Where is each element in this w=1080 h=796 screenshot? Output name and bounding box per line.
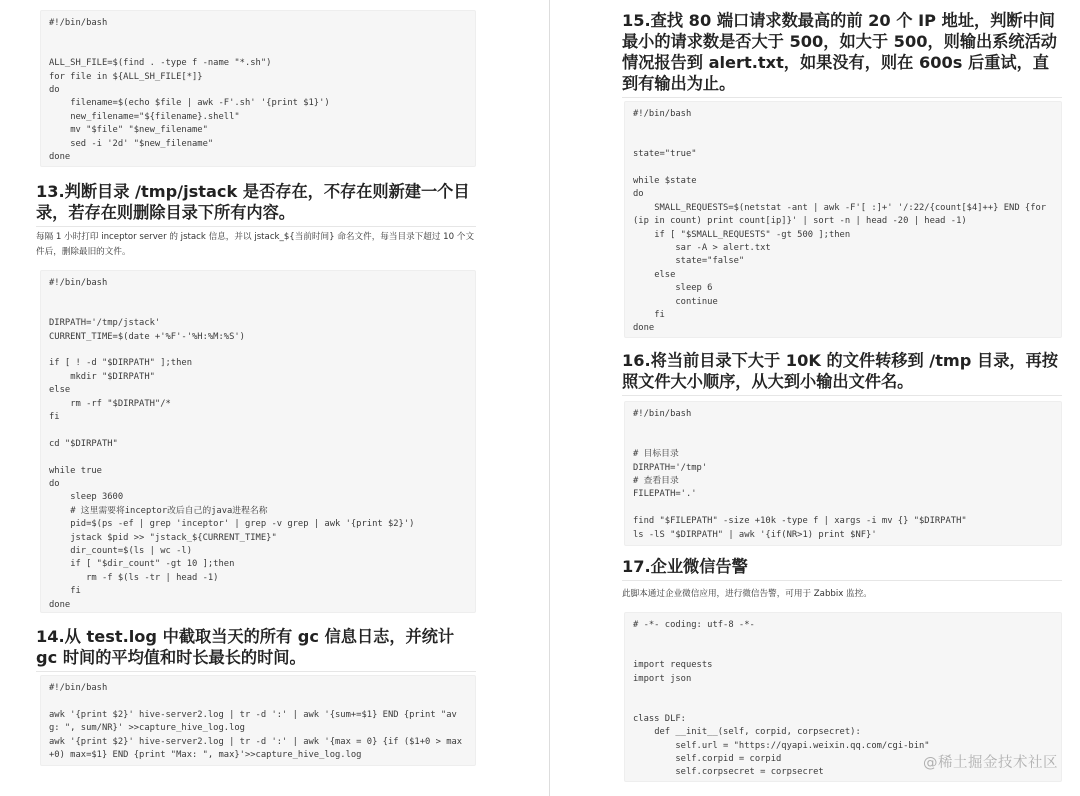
heading-16: 16.将当前目录下大于 10K 的文件转移到 /tmp 目录，再按照文件大小顺序，从大到小输出文件名。 [622,350,1062,396]
code-line: do [633,189,644,200]
code-line [633,686,1053,699]
heading-15: 15.查找 80 端口请求数最高的前 20 个 IP 地址，判断中间最小的请求数是否大于 500，如大于 500，则输出系统活动情况报告到 alert.txt，如果没有，则在 600s 后重试，直到有输出为止。 [622,10,1062,98]
code-line [49,695,467,708]
code-line: rm -f $(ls -tr | head -1) [49,572,219,583]
column-divider [549,0,550,796]
code-line [49,44,467,57]
code-line: done [633,323,655,334]
code-block-jstack [40,270,476,613]
code-line [633,502,1053,515]
code-line: pid=$(ps -ef | grep 'inceptor' | grep -v grep | awk '{print $2}') [49,519,415,530]
code-line: while true [49,465,102,476]
code-line: for file in ${ALL_SH_FILE[*]} [49,71,203,82]
code-block-move-files [624,401,1062,546]
code-line: else [633,269,676,280]
heading-14: 14.从 test.log 中截取当天的所有 gc 信息日志，并统计 gc 时间的平均值和时长最长的时间。 [36,626,476,672]
code-line: awk '{print $2}' hive-server2.log | tr -d ':' | awk '{max = 0} {if ($1+0 > max+0) max=$1} END {print "Max: ", max}'>>capture_hive_log.log [49,736,463,761]
code-line: #!/bin/bash [49,278,108,288]
code-line: do [49,85,60,95]
code-line: #!/bin/bash [49,18,108,28]
code-line: DIRPATH='/tmp' [633,462,708,473]
code-line: if [ "$dir_count" -gt 10 ];then [49,559,235,570]
code-line [49,451,467,464]
code-block-rename-sh [40,10,476,167]
code-line: self.corpid = corpid [633,754,782,764]
code-line: #!/bin/bash [633,409,692,419]
code-line: jstack $pid >> "jstack_${CURRENT_TIME}" [49,532,277,543]
code-line: self.url = "https://qyapi.weixin.qq.com/cgi-bin" [633,740,930,751]
code-line: continue [633,296,718,307]
code-line: done [49,599,71,610]
code-line: def __init__(self, corpid, corpsecret): [633,727,861,738]
code-line [49,304,467,317]
code-line: else [49,385,71,396]
watermark: @稀土掘金技术社区 [923,755,1058,771]
code-line: cd "$DIRPATH" [49,438,118,449]
code-line [633,435,1053,448]
code-line [633,421,1053,434]
code-block-port-80 [624,101,1062,338]
paragraph-13: 每隔 1 小时打印 inceptor server 的 jstack 信息，并以 jstack_${当前时间} 命名文件，每当目录下超过 10 个文件后，删除最旧的文件。 [36,232,475,257]
code-line: ls -lS "$DIRPATH" | awk '{if(NR>1) print $NF}' [633,529,877,540]
code-line: class DLF: [633,713,686,724]
code-line: new_filename="${filename}.shell" [49,111,240,122]
code-line: state="false" [633,256,745,267]
code-line: mv "$file" "$new_filename" [49,125,208,136]
code-line [633,646,1053,659]
code-line: ALL_SH_FILE=$(find . -type f -name "*.sh") [49,58,272,69]
code-line: SMALL_REQUESTS=$(netstat -ant | awk -F'[ :]+' '/:22/{count[$4]++} END {for(ip in count) print count[ip]}' | sort -n | head -20 | head -1) [633,202,1047,227]
code-line [49,290,467,303]
code-line [633,632,1053,645]
code-line: fi [49,586,81,597]
heading-13: 13.判断目录 /tmp/jstack 是否存在，不存在则新建一个目录，若存在则删除目录下所有内容。 [36,181,476,227]
code-line: awk '{print $2}' hive-server2.log | tr -d ':' | awk '{sum+=$1} END {print "avg: ", sum/NR}' >>capture_hive_log.log [49,709,457,734]
code-line: # -*- coding: utf-8 -*- [633,620,755,630]
paragraph-17: 此脚本通过企业微信应用，进行微信告警，可用于 Zabbix 监控。 [622,589,872,599]
code-line [49,30,467,43]
code-line: # 查看目录 [633,476,679,486]
code-line: find "$FILEPATH" -size +10k -type f | xargs -i mv {} "$DIRPATH" [633,516,967,527]
code-line [633,162,1053,175]
code-line: fi [633,310,665,321]
code-line: mkdir "$DIRPATH" [49,371,155,382]
code-line: if [ ! -d "$DIRPATH" ];then [49,358,192,369]
code-block-gc-log [40,675,476,766]
code-line: done [49,152,71,163]
code-line: sleep 3600 [49,492,124,503]
code-line: fi [49,412,60,423]
heading-17: 17.企业微信告警 [622,556,1062,581]
code-line: do [49,479,60,490]
code-line: import json [633,673,692,684]
code-line: while $state [633,175,697,186]
code-line: sed -i '2d' "$new_filename" [49,138,214,149]
code-line: dir_count=$(ls | wc -l) [49,546,192,557]
code-line: CURRENT_TIME=$(date +'%F'-'%H:%M:%S') [49,331,245,342]
code-line: DIRPATH='/tmp/jstack' [49,318,161,329]
code-line [633,121,1053,134]
code-line: state="true" [633,149,697,160]
code-line: filename=$(echo $file | awk -F'.sh' '{print $1}') [49,98,330,109]
code-line: #!/bin/bash [49,683,108,693]
code-line: # 目标目录 [633,449,679,460]
code-line: # 这里需要将inceptor改后自己的java进程名称 [49,505,268,516]
code-line [633,699,1053,712]
code-line: rm -rf "$DIRPATH"/* [49,398,171,409]
code-line: sar -A > alert.txt [633,243,771,254]
code-line: import requests [633,660,713,671]
code-line [49,424,467,437]
code-line: self.corpsecret = corpsecret [633,767,824,778]
code-line: sleep 6 [633,283,713,294]
code-line: #!/bin/bash [633,109,692,119]
code-line: if [ "$SMALL_REQUESTS" -gt 500 ];then [633,229,851,240]
code-line: FILEPATH='.' [633,489,697,500]
code-line [633,135,1053,148]
code-line [49,344,467,357]
